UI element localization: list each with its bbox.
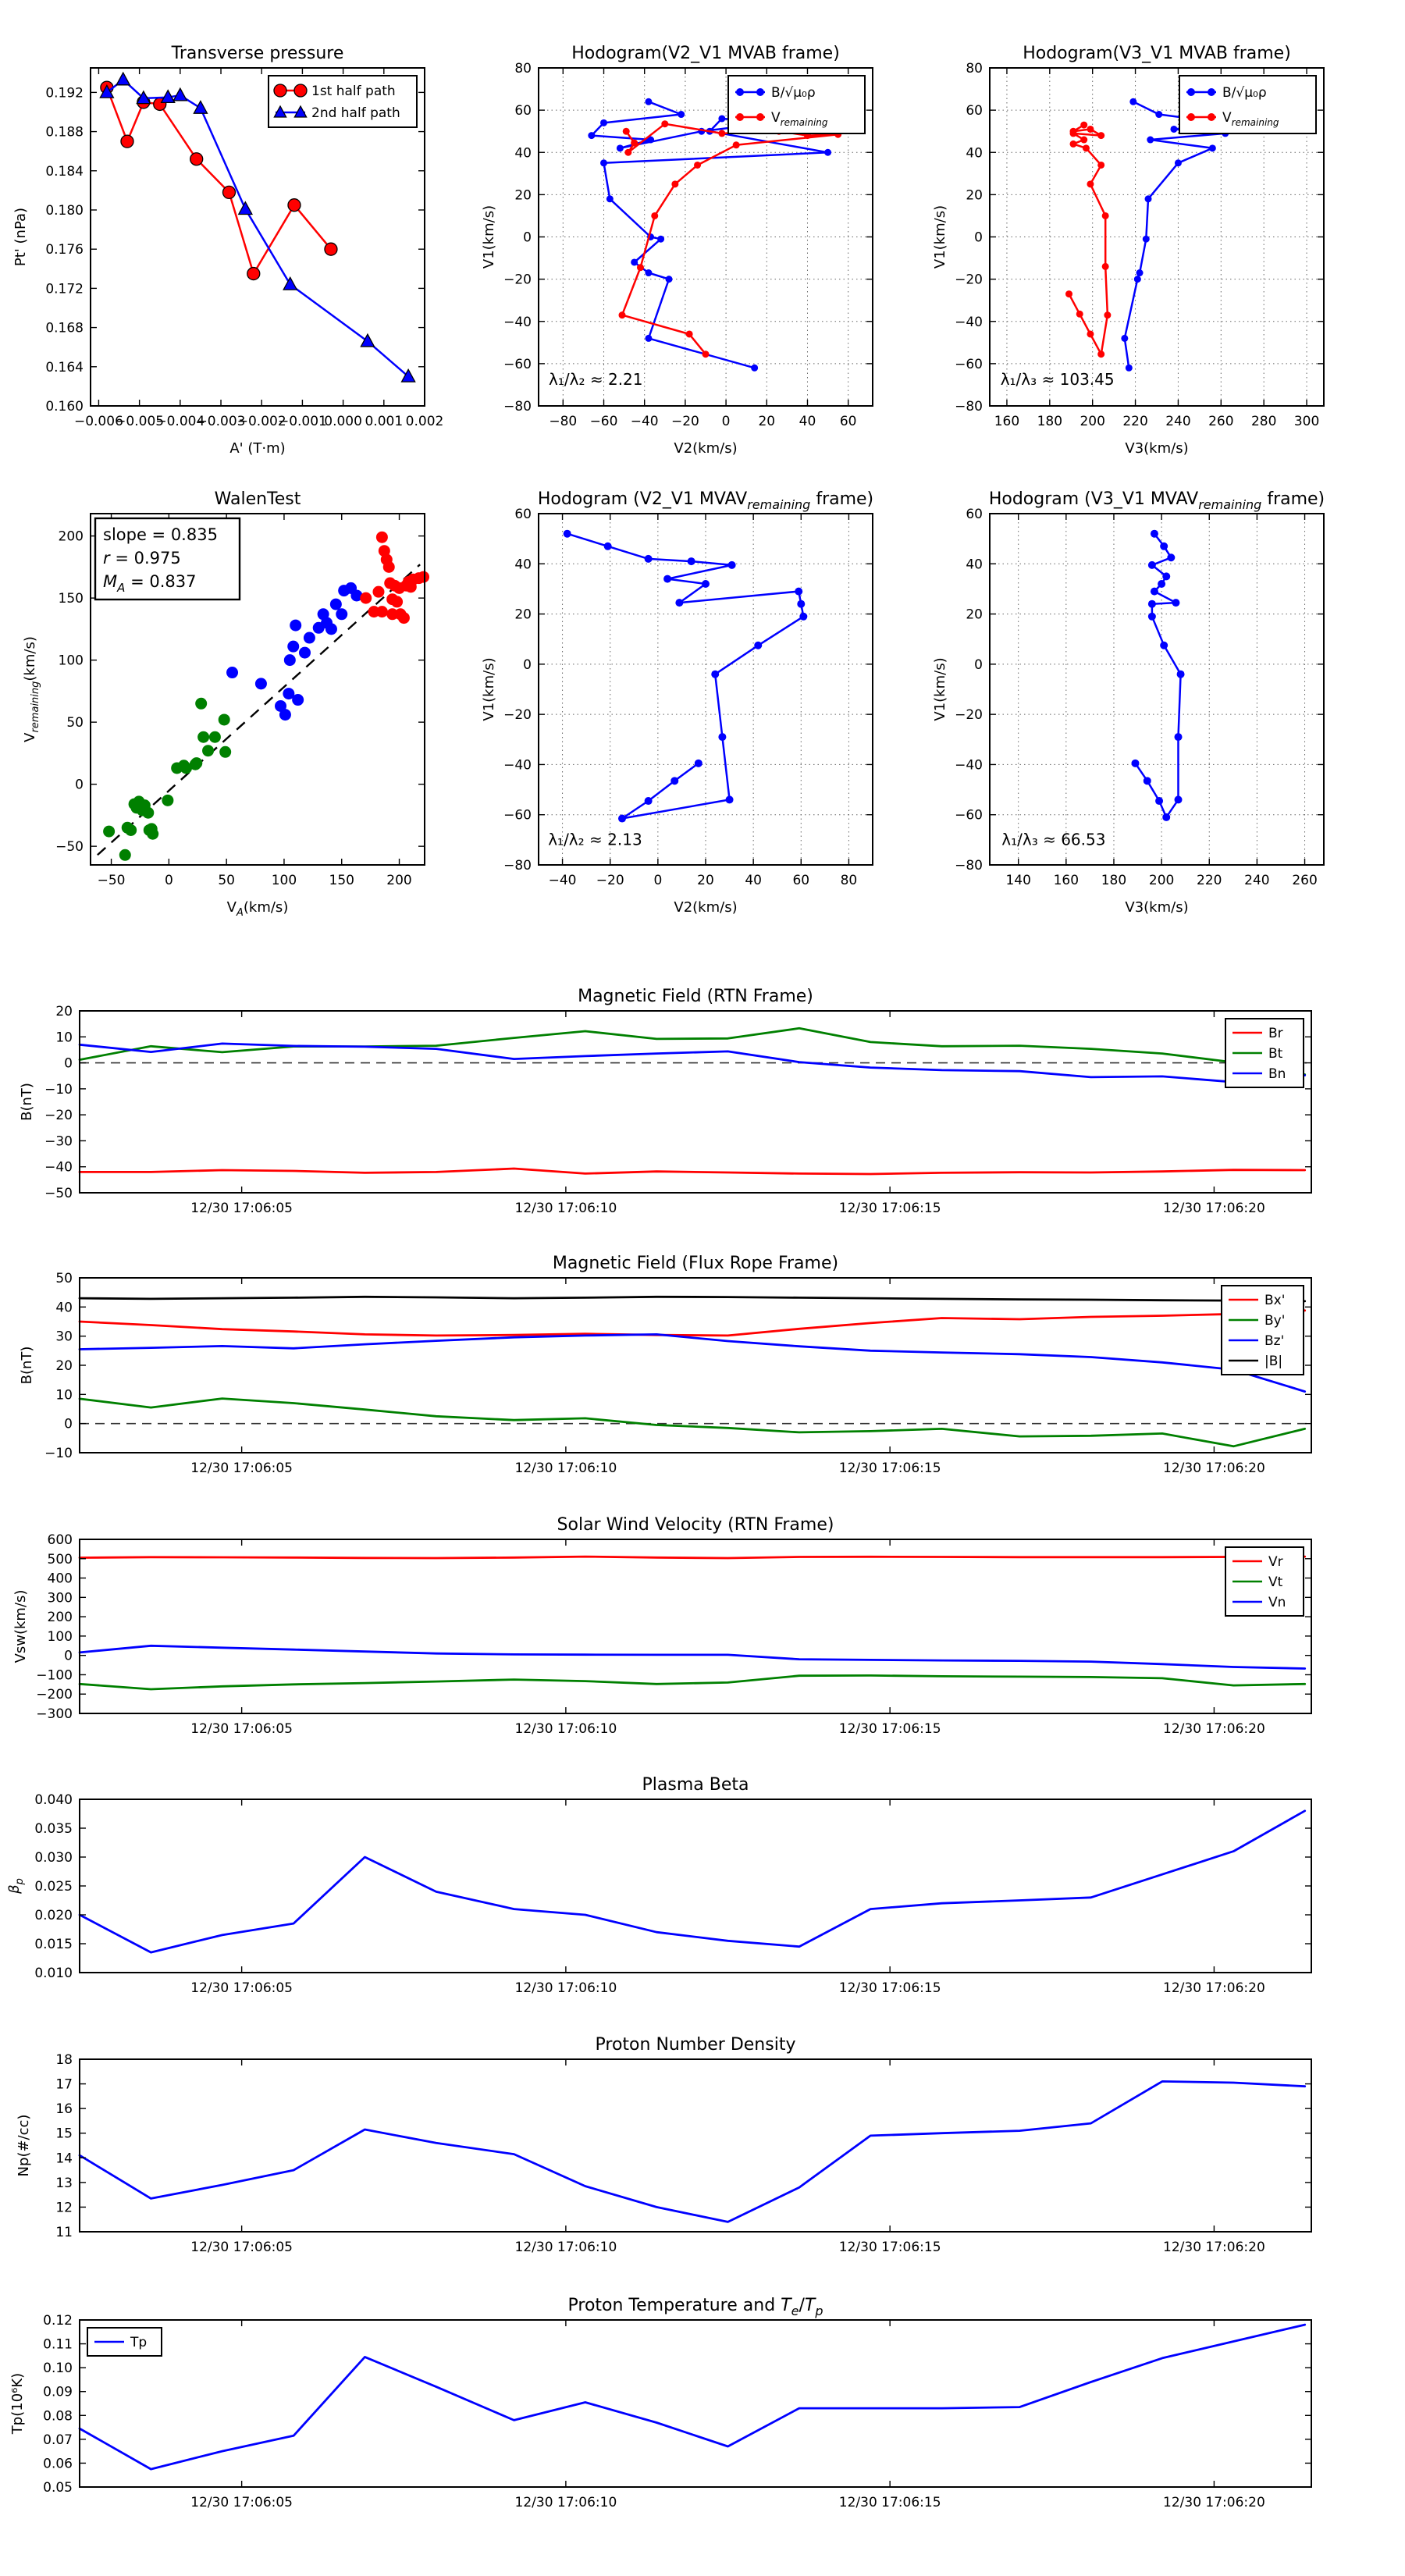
svg-text:240: 240 [1165, 414, 1191, 429]
svg-text:−20: −20 [670, 414, 699, 429]
svg-text:0.010: 0.010 [34, 1966, 73, 1981]
svg-text:180: 180 [1037, 414, 1063, 429]
svg-text:0: 0 [64, 1055, 73, 1072]
svg-text:12/30 17:06:20: 12/30 17:06:20 [1163, 1980, 1265, 1996]
svg-text:−20: −20 [503, 707, 532, 724]
svg-text:−20: −20 [955, 272, 983, 288]
panel-vsw-rtn [12, 1515, 1311, 1737]
svg-text:0: 0 [523, 656, 532, 673]
svg-text:16: 16 [55, 2101, 73, 2118]
svg-text:80: 80 [514, 61, 532, 76]
svg-text:Vt: Vt [1268, 1574, 1283, 1590]
svg-text:220: 220 [1197, 873, 1222, 888]
svg-text:Br: Br [1268, 1026, 1283, 1041]
svg-text:13: 13 [55, 2175, 73, 2191]
svg-text:60: 60 [839, 414, 857, 429]
svg-text:0.015: 0.015 [34, 1937, 73, 1952]
svg-text:0.06: 0.06 [43, 2456, 73, 2472]
svg-text:40: 40 [799, 414, 816, 429]
svg-text:λ₁/λ₂ ≈ 2.13: λ₁/λ₂ ≈ 2.13 [548, 830, 642, 849]
svg-text:V1(km/s): V1(km/s) [481, 657, 497, 721]
svg-text:240: 240 [1244, 873, 1270, 888]
svg-text:V1(km/s): V1(km/s) [481, 205, 497, 269]
svg-text:260: 260 [1208, 414, 1234, 429]
svg-text:100: 100 [58, 653, 84, 669]
svg-text:12/30 17:06:05: 12/30 17:06:05 [190, 1201, 293, 1216]
svg-text:Vsw(km/s): Vsw(km/s) [12, 1589, 29, 1663]
svg-text:60: 60 [792, 873, 810, 888]
svg-text:λ₁/λ₃ ≈ 66.53: λ₁/λ₃ ≈ 66.53 [1001, 830, 1106, 849]
svg-text:−50: −50 [97, 873, 126, 888]
svg-text:−40: −40 [548, 873, 577, 888]
svg-text:12/30 17:06:10: 12/30 17:06:10 [514, 2495, 617, 2510]
svg-text:−80: −80 [955, 399, 983, 415]
panel-proton-temp [9, 2296, 1311, 2510]
svg-text:−40: −40 [503, 314, 532, 330]
svg-text:0.08: 0.08 [43, 2408, 73, 2425]
svg-text:0.180: 0.180 [45, 202, 84, 219]
svg-text:B/√μ₀ρ: B/√μ₀ρ [771, 85, 816, 101]
svg-text:0.035: 0.035 [34, 1821, 73, 1837]
svg-text:60: 60 [514, 507, 532, 522]
svg-text:0: 0 [64, 1648, 73, 1664]
svg-text:20: 20 [55, 1358, 73, 1374]
svg-text:Solar Wind Velocity (RTN Frame: Solar Wind Velocity (RTN Frame) [557, 1515, 834, 1535]
svg-text:Magnetic Field (Flux Rope Fram: Magnetic Field (Flux Rope Frame) [552, 1254, 839, 1273]
svg-text:220: 220 [1122, 414, 1148, 429]
svg-text:Vn: Vn [1268, 1595, 1286, 1610]
svg-text:−20: −20 [503, 272, 532, 288]
svg-text:λ₁/λ₂ ≈ 2.21: λ₁/λ₂ ≈ 2.21 [549, 369, 643, 389]
svg-text:20: 20 [758, 414, 776, 429]
svg-text:12/30 17:06:05: 12/30 17:06:05 [190, 2495, 293, 2510]
svg-text:−0.001: −0.001 [277, 414, 327, 429]
svg-text:12: 12 [55, 2200, 73, 2216]
svg-text:10: 10 [55, 1387, 73, 1404]
svg-text:0: 0 [974, 656, 983, 673]
svg-text:Transverse pressure: Transverse pressure [171, 44, 344, 63]
svg-text:−200: −200 [36, 1687, 73, 1703]
svg-text:0.192: 0.192 [45, 85, 84, 101]
svg-text:17: 17 [55, 2076, 73, 2093]
svg-text:40: 40 [55, 1300, 73, 1316]
svg-text:12/30 17:06:15: 12/30 17:06:15 [838, 1201, 941, 1216]
svg-text:−10: −10 [44, 1446, 73, 1461]
svg-text:0: 0 [974, 229, 983, 246]
svg-text:−40: −40 [955, 314, 983, 330]
svg-text:400: 400 [47, 1571, 73, 1587]
svg-text:200: 200 [1080, 414, 1105, 429]
svg-text:0.184: 0.184 [45, 163, 84, 180]
svg-text:15: 15 [55, 2126, 73, 2142]
svg-text:|B|: |B| [1264, 1354, 1283, 1369]
svg-text:200: 200 [58, 528, 84, 545]
svg-text:20: 20 [966, 607, 983, 623]
svg-text:12/30 17:06:20: 12/30 17:06:20 [1163, 1461, 1265, 1476]
svg-text:V3(km/s): V3(km/s) [1125, 440, 1189, 457]
svg-text:Tp: Tp [130, 2335, 148, 2350]
svg-text:0.176: 0.176 [45, 242, 84, 258]
svg-text:20: 20 [55, 1004, 73, 1019]
panel-hodogram-v2v1-mvav [481, 489, 873, 916]
svg-text:50: 50 [218, 873, 235, 888]
svg-text:0: 0 [721, 414, 731, 429]
svg-text:60: 60 [966, 103, 983, 119]
svg-text:0: 0 [653, 873, 663, 888]
svg-text:150: 150 [58, 591, 84, 607]
svg-text:50: 50 [55, 1271, 73, 1286]
svg-text:12/30 17:06:15: 12/30 17:06:15 [838, 1461, 941, 1476]
svg-text:−50: −50 [55, 839, 84, 856]
svg-text:0.09: 0.09 [43, 2384, 73, 2400]
svg-text:Vremaining: $V_{remaining}$ [771, 110, 828, 128]
svg-text:MA = 0.837: $M_A = 0.837$ [103, 572, 197, 595]
svg-text:0: 0 [523, 229, 532, 246]
svg-text:0.172: 0.172 [45, 281, 84, 297]
svg-text:12/30 17:06:20: 12/30 17:06:20 [1163, 2240, 1265, 2255]
panel-b-fluxrope [19, 1254, 1311, 1476]
svg-text:Hodogram (V3_V1 MVAVremaining: Hodogram (V3_V1 $MVAV_{remaining}$ frame) [988, 489, 1325, 513]
svg-text:1st half path: 1st half path [311, 84, 396, 99]
svg-text:0.040: 0.040 [34, 1792, 73, 1808]
svg-text:V3(km/s): V3(km/s) [1125, 899, 1189, 916]
svg-text:12/30 17:06:10: 12/30 17:06:10 [514, 1721, 617, 1737]
svg-text:12/30 17:06:20: 12/30 17:06:20 [1163, 1721, 1265, 1737]
svg-text:12/30 17:06:05: 12/30 17:06:05 [190, 2240, 293, 2255]
svg-text:−0.005: −0.005 [115, 414, 165, 429]
svg-text:−60: −60 [955, 356, 983, 372]
svg-text:12/30 17:06:10: 12/30 17:06:10 [514, 1461, 617, 1476]
svg-text:WalenTest: WalenTest [214, 489, 301, 509]
svg-text:12/30 17:06:05: 12/30 17:06:05 [190, 1980, 293, 1996]
svg-text:300: 300 [47, 1590, 73, 1606]
svg-text:20: 20 [514, 187, 532, 204]
svg-text:0.001: 0.001 [365, 414, 404, 429]
svg-text:B/√μ₀ρ: B/√μ₀ρ [1222, 85, 1267, 101]
svg-text:−30: −30 [44, 1133, 73, 1150]
panel-walen-test [22, 489, 429, 919]
svg-text:2nd half path: 2nd half path [311, 105, 400, 121]
panel-plasma-beta [6, 1775, 1311, 1996]
svg-text:−20: −20 [44, 1108, 73, 1124]
svg-text:100: 100 [271, 873, 297, 888]
svg-text:280: 280 [1250, 414, 1277, 429]
svg-text:0.12: 0.12 [43, 2313, 73, 2329]
panel-transverse-pressure [12, 44, 443, 457]
svg-text:Bt: Bt [1268, 1046, 1283, 1062]
svg-text:50: 50 [66, 715, 84, 731]
svg-text:Pt' (nPa): Pt' (nPa) [12, 207, 29, 267]
svg-text:12/30 17:06:10: 12/30 17:06:10 [514, 2240, 617, 2255]
svg-text:0.07: 0.07 [43, 2432, 73, 2448]
svg-text:−80: −80 [503, 399, 532, 415]
svg-text:Hodogram(V3_V1 MVAB frame): Hodogram(V3_V1 MVAB frame) [1023, 44, 1291, 63]
svg-text:0.10: 0.10 [43, 2361, 73, 2377]
svg-text:−60: −60 [503, 356, 532, 372]
svg-text:12/30 17:06:20: 12/30 17:06:20 [1163, 2495, 1265, 2510]
svg-text:100: 100 [47, 1628, 73, 1645]
svg-text:300: 300 [1293, 414, 1320, 429]
svg-text:150: 150 [329, 873, 354, 888]
svg-text:Magnetic Field (RTN Frame): Magnetic Field (RTN Frame) [578, 987, 813, 1006]
svg-text:Vr: Vr [1268, 1554, 1283, 1570]
svg-text:10: 10 [55, 1030, 73, 1046]
svg-text:160: 160 [994, 414, 1020, 429]
svg-text:180: 180 [1101, 873, 1127, 888]
svg-text:−40: −40 [955, 757, 983, 774]
panel-b-rtn [19, 987, 1311, 1216]
svg-text:−40: −40 [503, 757, 532, 774]
svg-text:600: 600 [47, 1532, 73, 1548]
svg-text:0: 0 [164, 873, 173, 888]
svg-text:60: 60 [514, 103, 532, 119]
svg-text:B(nT): B(nT) [19, 1083, 35, 1121]
svg-text:500: 500 [47, 1551, 73, 1567]
svg-text:0: 0 [75, 777, 84, 793]
svg-text:Bx': Bx' [1264, 1293, 1286, 1308]
svg-text:12/30 17:06:05: 12/30 17:06:05 [190, 1721, 293, 1737]
svg-text:12/30 17:06:15: 12/30 17:06:15 [838, 1980, 941, 1996]
svg-text:Tp(10⁶K): Tp(10⁶K) [9, 2372, 26, 2435]
svg-text:0.11: 0.11 [43, 2336, 73, 2353]
svg-text:VA(km/s): $V_A(km/s)$ [226, 899, 289, 920]
svg-text:Hodogram(V2_V1 MVAB frame): Hodogram(V2_V1 MVAB frame) [571, 44, 840, 63]
svg-text:−40: −40 [630, 414, 659, 429]
svg-text:30: 30 [55, 1329, 73, 1345]
svg-text:Proton Number Density: Proton Number Density [595, 2035, 796, 2055]
svg-text:Plasma Beta: Plasma Beta [642, 1775, 749, 1795]
svg-text:slope = 0.835: slope = 0.835 [103, 525, 218, 544]
svg-text:B(nT): B(nT) [19, 1346, 35, 1385]
svg-text:0: 0 [64, 1416, 73, 1432]
svg-text:200: 200 [1148, 873, 1175, 888]
svg-text:Np(#/cc): Np(#/cc) [16, 2114, 32, 2177]
svg-text:12/30 17:06:10: 12/30 17:06:10 [514, 1980, 617, 1996]
svg-text:0.030: 0.030 [34, 1850, 73, 1866]
svg-text:Proton Temperature and Te/Tp: Proton Temperature and $T_e/T_p$ [567, 2296, 823, 2319]
panel-hodogram-v2v1-mvab [481, 44, 873, 457]
svg-text:200: 200 [47, 1610, 73, 1626]
svg-text:−50: −50 [44, 1186, 73, 1201]
svg-text:12/30 17:06:15: 12/30 17:06:15 [838, 2495, 941, 2510]
svg-text:20: 20 [966, 187, 983, 204]
svg-text:0.05: 0.05 [43, 2480, 73, 2496]
svg-text:40: 40 [966, 557, 983, 573]
svg-text:−60: −60 [589, 414, 618, 429]
svg-text:260: 260 [1292, 873, 1318, 888]
svg-text:0.188: 0.188 [45, 124, 84, 141]
svg-text:−20: −20 [955, 707, 983, 724]
svg-text:−80: −80 [955, 858, 983, 873]
svg-text:−40: −40 [44, 1159, 73, 1176]
svg-text:r = 0.975: r = 0.975 [103, 549, 181, 568]
svg-text:Hodogram (V2_V1 MVAVremaining: Hodogram (V2_V1 $MVAV_{remaining}$ frame) [537, 489, 874, 513]
svg-text:−80: −80 [549, 414, 578, 429]
svg-text:0.168: 0.168 [45, 320, 84, 336]
svg-text:160: 160 [1053, 873, 1080, 888]
svg-text:12/30 17:06:15: 12/30 17:06:15 [838, 1721, 941, 1737]
svg-text:By': By' [1264, 1313, 1286, 1329]
svg-text:−0.006: −0.006 [73, 414, 123, 429]
svg-text:0.002: 0.002 [405, 414, 444, 429]
svg-text:0.025: 0.025 [34, 1879, 73, 1895]
svg-text:40: 40 [514, 145, 532, 162]
svg-text:V2(km/s): V2(km/s) [674, 440, 738, 457]
svg-text:−80: −80 [503, 858, 532, 873]
svg-text:0.164: 0.164 [45, 359, 84, 375]
svg-text:−60: −60 [955, 807, 983, 824]
svg-text:Bz': Bz' [1264, 1333, 1285, 1349]
svg-text:Vremaining: $V_{remaining}$ [1222, 110, 1279, 128]
svg-text:40: 40 [966, 145, 983, 162]
svg-text:80: 80 [840, 873, 858, 888]
svg-text:12/30 17:06:05: 12/30 17:06:05 [190, 1461, 293, 1476]
svg-text:20: 20 [697, 873, 714, 888]
svg-text:−0.004: −0.004 [155, 414, 205, 429]
svg-text:Bn: Bn [1268, 1066, 1286, 1082]
panel-hodogram-v3v1-mvab [932, 44, 1324, 457]
svg-text:14: 14 [55, 2151, 73, 2167]
svg-text:0.000: 0.000 [324, 414, 362, 429]
svg-text:0.160: 0.160 [45, 399, 84, 415]
svg-text:18: 18 [55, 2052, 73, 2068]
svg-text:12/30 17:06:20: 12/30 17:06:20 [1163, 1201, 1265, 1216]
svg-text:−100: −100 [36, 1667, 73, 1684]
svg-text:V1(km/s): V1(km/s) [932, 657, 948, 721]
svg-text:12/30 17:06:15: 12/30 17:06:15 [838, 2240, 941, 2255]
svg-text:40: 40 [745, 873, 762, 888]
panel-proton-density [16, 2035, 1311, 2255]
svg-text:20: 20 [514, 607, 532, 623]
svg-text:60: 60 [966, 507, 983, 522]
svg-text:−10: −10 [44, 1081, 73, 1098]
svg-text:−20: −20 [596, 873, 624, 888]
svg-text:200: 200 [386, 873, 412, 888]
svg-text:−60: −60 [503, 807, 532, 824]
svg-text:80: 80 [966, 61, 983, 76]
panel-hodogram-v3v1-mvav [932, 489, 1325, 916]
svg-text:12/30 17:06:10: 12/30 17:06:10 [514, 1201, 617, 1216]
svg-text:140: 140 [1005, 873, 1031, 888]
svg-text:V2(km/s): V2(km/s) [674, 899, 738, 916]
svg-text:λ₁/λ₃ ≈ 103.45: λ₁/λ₃ ≈ 103.45 [1000, 369, 1115, 389]
svg-text:βp: $\beta_p$ [6, 1878, 27, 1894]
svg-text:−300: −300 [36, 1706, 73, 1722]
svg-text:V1(km/s): V1(km/s) [932, 205, 948, 269]
svg-text:A' (T·m): A' (T·m) [229, 440, 286, 457]
svg-text:11: 11 [55, 2225, 73, 2240]
svg-text:Vremaining(km/s): $V_{remaining}(km/s)$ [22, 636, 42, 742]
svg-text:40: 40 [514, 557, 532, 573]
svg-text:−0.002: −0.002 [237, 414, 286, 429]
svg-text:−0.003: −0.003 [196, 414, 246, 429]
svg-text:0.020: 0.020 [34, 1908, 73, 1923]
